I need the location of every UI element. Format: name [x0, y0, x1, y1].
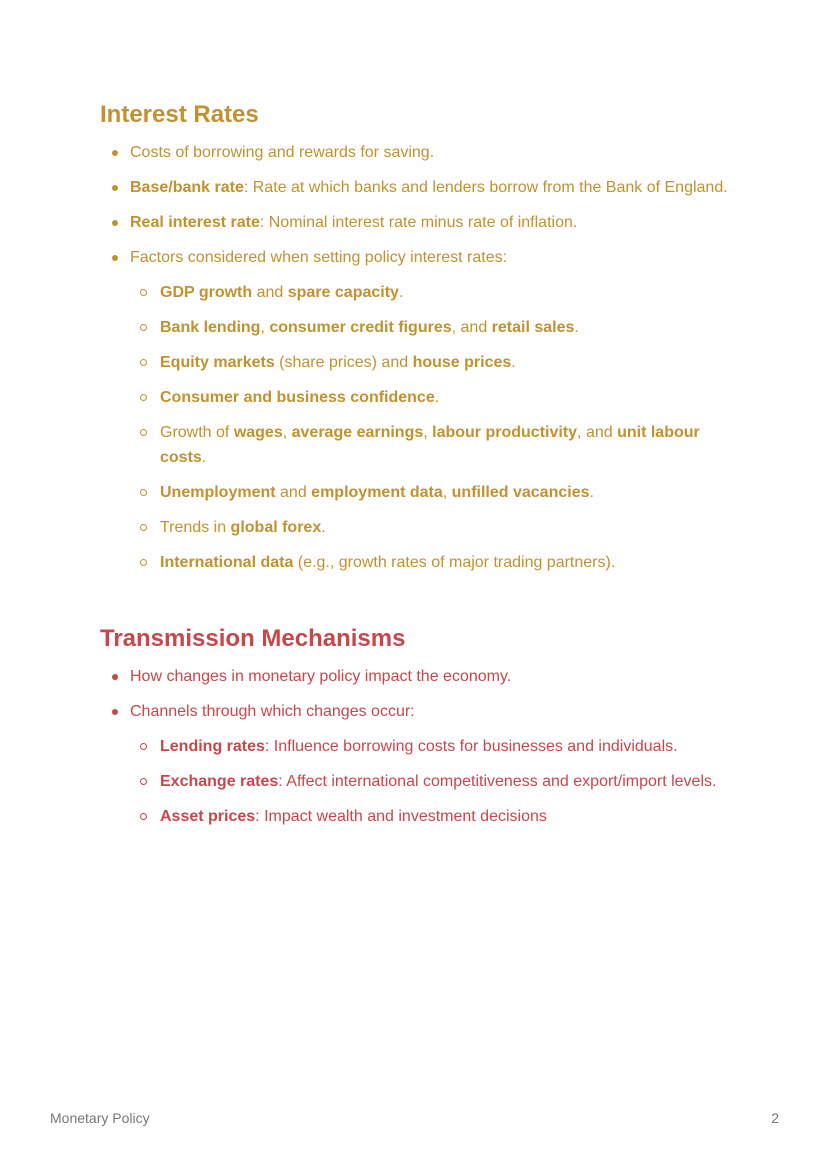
factor-item [130, 385, 740, 410]
list-item [100, 210, 740, 235]
text: and [275, 484, 312, 501]
term: Lending rates [160, 738, 265, 755]
transmission-list [100, 664, 740, 829]
text: . [434, 389, 440, 406]
text: : Affect international competitiveness and export/import levels. [278, 773, 717, 790]
text: , [282, 424, 292, 441]
text: . [201, 449, 207, 466]
list-item [100, 140, 740, 165]
bullet-text: Costs of borrowing and rewards for saving. [130, 144, 435, 161]
text: , [442, 484, 452, 501]
term: house prices [412, 354, 512, 371]
footer-title: Monetary Policy [50, 1110, 150, 1126]
list-item [100, 175, 740, 200]
term: Exchange rates [160, 773, 279, 790]
factor-item [130, 420, 740, 470]
factor-item [130, 550, 740, 575]
text: . [511, 354, 516, 371]
interest-rates-list [100, 140, 740, 575]
term: global forex [230, 519, 322, 536]
text: , [260, 319, 270, 336]
term: wages [233, 424, 283, 441]
term: consumer credit figures [269, 319, 452, 336]
text: , and [577, 424, 618, 441]
bullet-text: Channels through which changes occur: [130, 703, 415, 720]
channel-item [130, 804, 740, 829]
text: . [589, 484, 594, 501]
term: retail sales [491, 319, 575, 336]
text: and [252, 284, 288, 301]
term-real-interest-rate: Real interest rate [130, 214, 260, 231]
text: (share prices) and [274, 354, 413, 371]
definition-text: : Rate at which banks and lenders borrow from the Bank of England. [243, 179, 728, 196]
term: unit labour costs [160, 424, 700, 466]
list-item [100, 699, 740, 829]
term: spare capacity [287, 284, 399, 301]
text: Trends in [160, 519, 231, 536]
term: average earnings [291, 424, 424, 441]
text: . [574, 319, 579, 336]
text: . [321, 519, 326, 536]
term: Unemployment [160, 484, 276, 501]
term: Bank lending [160, 319, 261, 336]
term: International data [160, 554, 294, 571]
transmission-mechanisms-section [100, 622, 740, 839]
term: labour productivity [432, 424, 578, 441]
term: Consumer and business confidence [160, 389, 435, 406]
text: : Influence borrowing costs for businesses and individuals. [264, 738, 678, 755]
term-base-rate: Base/bank rate [130, 179, 244, 196]
term: GDP growth [160, 284, 253, 301]
factors-list [130, 280, 740, 575]
bullet-text: Factors considered when setting policy interest rates: [130, 249, 508, 266]
text: : Impact wealth and investment decisions [255, 808, 547, 825]
term: Asset prices [160, 808, 256, 825]
factor-item [130, 350, 740, 375]
factor-item [130, 480, 740, 505]
list-item [100, 245, 740, 575]
channels-list [130, 734, 740, 829]
term: Equity markets [160, 354, 275, 371]
term: employment data [311, 484, 443, 501]
text: , and [451, 319, 492, 336]
channel-item [130, 769, 740, 794]
definition-text: : Nominal interest rate minus rate of inflation. [259, 214, 578, 231]
factor-item [130, 280, 740, 305]
bullet-text: How changes in monetary policy impact the economy. [130, 668, 512, 685]
channel-item [130, 734, 740, 759]
term: unfilled vacancies [451, 484, 590, 501]
text: Growth of [160, 424, 234, 441]
factor-item [130, 515, 740, 540]
list-item [100, 664, 740, 689]
text: (e.g., growth rates of major trading partners). [293, 554, 616, 571]
page-number: 2 [771, 1110, 779, 1126]
interest-rates-section [100, 98, 740, 585]
interest-rates-heading: Interest Rates [100, 101, 259, 128]
factor-item [130, 315, 740, 340]
transmission-heading: Transmission Mechanisms [100, 625, 406, 652]
text: . [398, 284, 404, 301]
text: , [423, 424, 433, 441]
